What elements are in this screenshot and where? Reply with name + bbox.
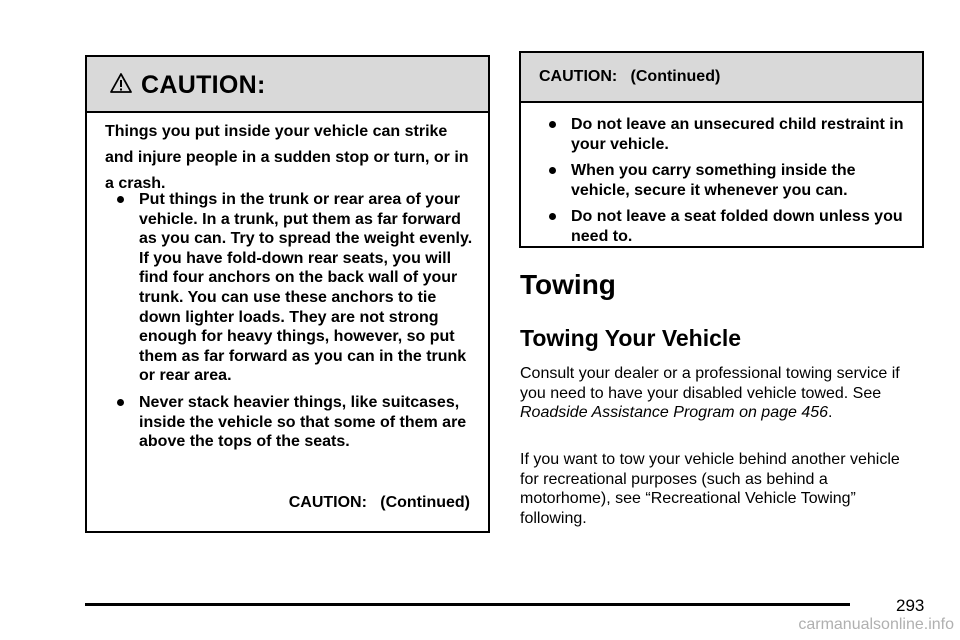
page-reference-link[interactable]: Roadside Assistance Program on page 456 <box>520 404 829 422</box>
bullet-icon <box>117 196 124 203</box>
watermark: carmanualsonline.info <box>798 616 954 633</box>
warning-triangle-icon <box>110 73 132 93</box>
caution-continued-title: CAUTION: (Continued) <box>539 68 721 85</box>
section-heading: Towing <box>520 269 616 300</box>
list-item: When you carry something inside the vehicle, secure it whenever you can. <box>545 161 905 200</box>
caution-title: CAUTION: <box>141 71 266 99</box>
bullet-icon <box>549 167 556 174</box>
list-item: Put things in the trunk or rear area of your vehicle. In a trunk, put them as far forward as you can. Try to spread the weight evenly. If you have fold-down rear seats, you will find four anchors on the back wall of your trunk. You can use these anchors to tie down lighter loads. They are not strong enough for heavy things, however, so put them as far forward as you can in the trunk or rear area. <box>113 190 473 386</box>
list-item: Never stack heavier things, like suitcases, inside the vehicle so that some of them are above the tops of the seats. <box>113 393 473 452</box>
bullet-icon <box>549 213 556 220</box>
page-number: 293 <box>896 596 925 615</box>
bullet-icon <box>117 399 124 406</box>
section-subheading: Towing Your Vehicle <box>520 325 742 351</box>
caution-continued-box <box>519 51 924 248</box>
caution-continued-bullet-list <box>545 115 905 254</box>
list-item: Do not leave a seat folded down unless you need to. <box>545 207 905 246</box>
caution-continued-header <box>521 53 922 103</box>
caution-bullet-list <box>113 190 473 459</box>
caution-box <box>85 55 490 533</box>
caution-continued-label: CAUTION: (Continued) <box>288 494 470 511</box>
caution-lead-text: Things you put inside your vehicle can strike and injure people in a sudden stop or turn, or in a crash. <box>105 123 469 192</box>
list-item: Do not leave an unsecured child restraint in your vehicle. <box>545 115 905 154</box>
bullet-icon <box>549 121 556 128</box>
footer-divider <box>85 603 850 606</box>
caution-header <box>87 57 488 113</box>
towing-paragraph-1: Consult your dealer or a professional towing service if you need to have your disabled vehicle towed. See Roadside Assistance Program on page 456. <box>520 365 900 422</box>
towing-paragraph-2: If you want to tow your vehicle behind another vehicle for recreational purposes (such as behind a motorhome), see “Recreational Vehicle Towing” following. <box>520 451 900 527</box>
